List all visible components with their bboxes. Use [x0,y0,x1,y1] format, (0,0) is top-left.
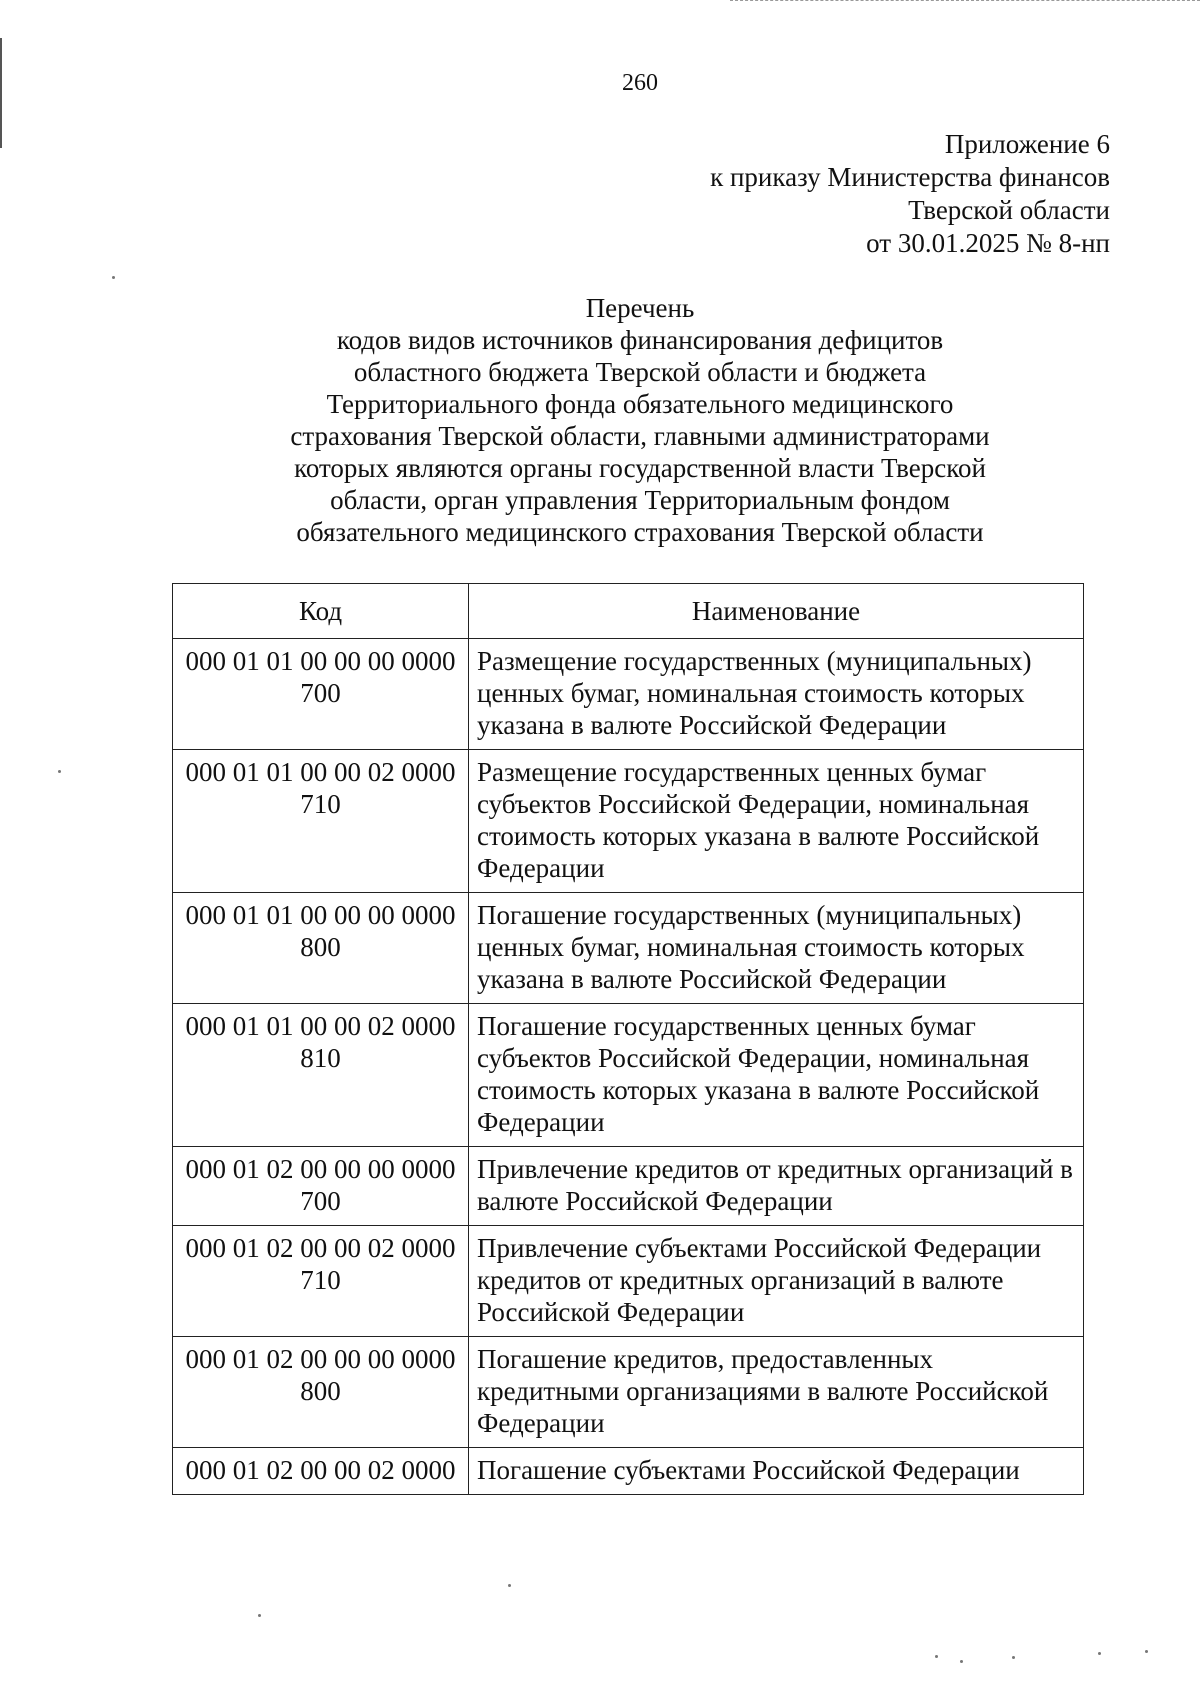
title-line: страхования Тверской области, главными администраторами [290,421,990,451]
scan-speck [58,770,61,773]
table-row [173,1147,1084,1226]
code-cell: 000 01 02 00 00 02 0000 [173,1448,469,1495]
scan-speck [1098,1652,1101,1655]
title-line: кодов видов источников финансирования дефицитов [336,325,944,355]
code-cell: 000 01 01 00 00 00 0000 800 [173,893,469,1004]
document-title [210,292,1070,548]
code-cell: 000 01 02 00 00 00 0000 800 [173,1337,469,1448]
scan-speck [1145,1650,1148,1653]
title-line: которых являются органы государственной власти Тверской [294,453,986,483]
code-cell: 000 01 02 00 00 00 0000 700 [173,1147,469,1226]
name-cell: Привлечение субъектами Российской Федерации кредитов от кредитных организаций в валюте Российской Федерации [469,1226,1084,1337]
code-cell: 000 01 01 00 00 00 0000 700 [173,639,469,750]
name-cell: Погашение субъектами Российской Федерации [469,1448,1084,1495]
scan-speck [508,1584,511,1587]
table-header-row [173,584,1084,639]
column-header-name: Наименование [469,584,1084,639]
name-cell: Погашение государственных (муниципальных) ценных бумаг, номинальная стоимость которых указана в валюте Российской Федерации [469,893,1084,1004]
code-cell: 000 01 02 00 00 02 0000 710 [173,1226,469,1337]
scan-speck [258,1614,261,1617]
table-row [173,1004,1084,1147]
scan-top-mark [730,0,1200,2]
column-header-code: Код [173,584,469,639]
name-cell: Погашение государственных ценных бумаг субъектов Российской Федерации, номинальная стоимость которых указана в валюте Российской Федерации [469,1004,1084,1147]
code-cell: 000 01 01 00 00 02 0000 710 [173,750,469,893]
scan-speck [1012,1656,1015,1659]
name-cell: Размещение государственных (муниципальных) ценных бумаг, номинальная стоимость которых указана в валюте Российской Федерации [469,639,1084,750]
page-number: 260 [622,70,658,96]
title-line: Территориального фонда обязательного медицинского [326,389,954,419]
codes-table [172,583,1084,1495]
name-cell: Погашение кредитов, предоставленных кредитными организациями в валюте Российской Федерации [469,1337,1084,1448]
table-row [173,1337,1084,1448]
scan-speck [935,1655,938,1658]
title-line: Перечень [585,293,695,323]
appendix-line: Тверской области [908,195,1110,225]
table-row [173,750,1084,893]
name-cell: Размещение государственных ценных бумаг субъектов Российской Федерации, номинальная стоимость которых указана в валюте Российской Федерации [469,750,1084,893]
appendix-line: к приказу Министерства финансов [710,162,1110,192]
title-line: областного бюджета Тверской области и бюджета [353,357,927,387]
appendix-line: Приложение 6 [944,129,1110,159]
table-row [173,1448,1084,1495]
table-row [173,1226,1084,1337]
scan-speck [960,1660,963,1663]
appendix-line: от 30.01.2025 № 8-нп [866,228,1110,258]
code-cell: 000 01 01 00 00 02 0000 810 [173,1004,469,1147]
table-row [173,639,1084,750]
table-row [173,893,1084,1004]
name-cell: Привлечение кредитов от кредитных организаций в валюте Российской Федерации [469,1147,1084,1226]
title-line: обязательного медицинского страхования Тверской области [296,517,984,547]
title-line: области, орган управления Территориальным фондом [330,485,950,515]
scan-speck [112,276,115,279]
appendix-block [510,128,1110,260]
